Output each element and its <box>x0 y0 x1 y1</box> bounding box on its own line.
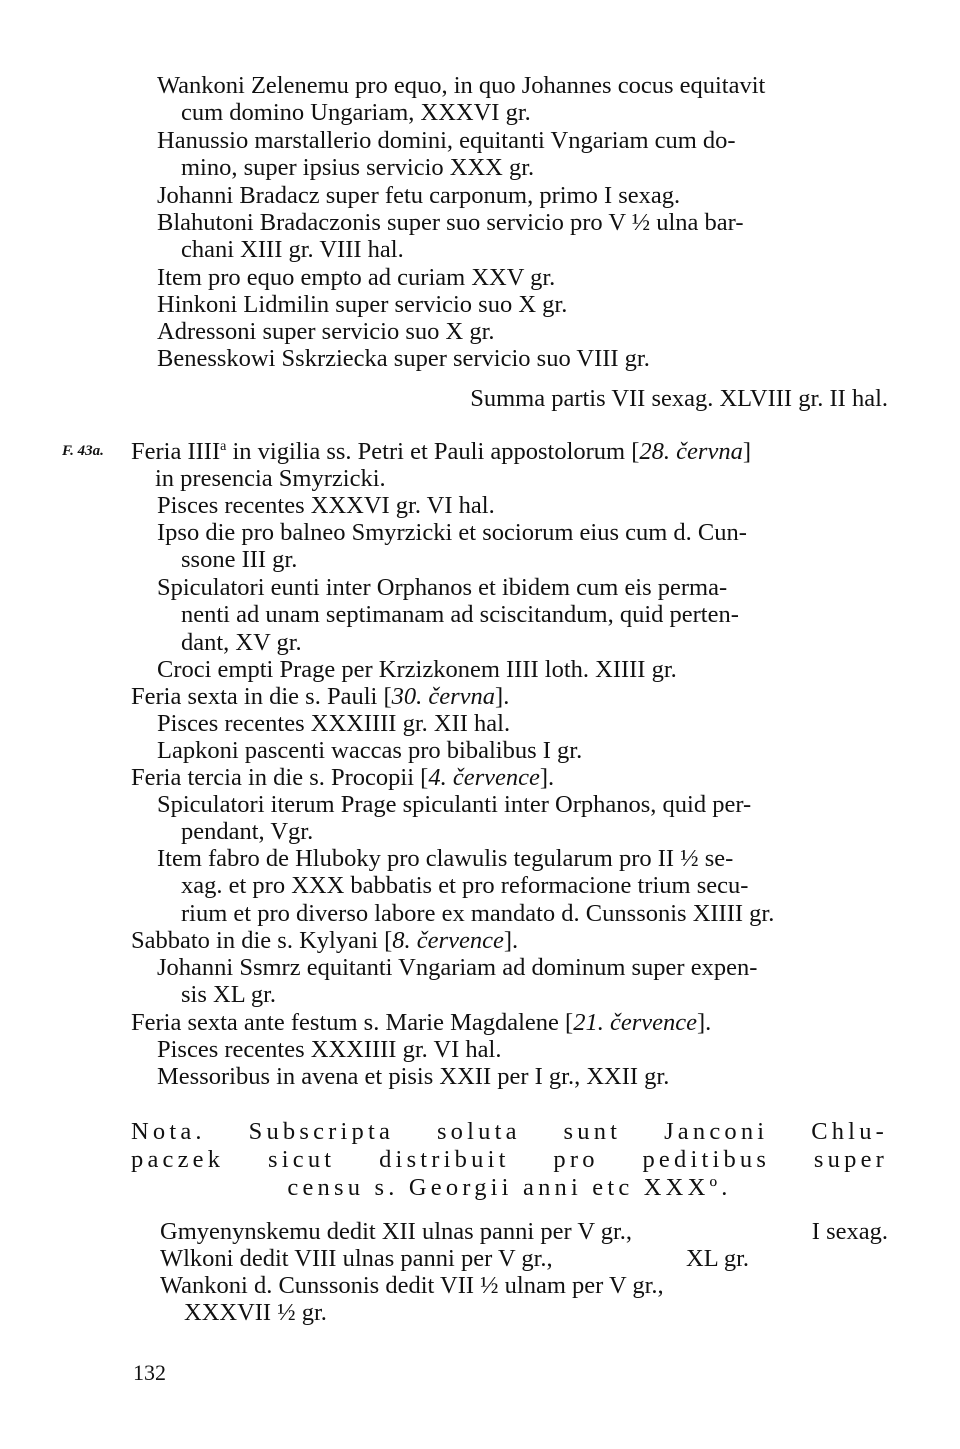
entry-item-equo <box>157 264 888 291</box>
entry-spiculatori-1: Spiculatori eunti inter Orphanos et ibidem cum eis perma- nenti ad unam septimanam ad sciscitandum, quid perten- dant, XV gr. <box>157 574 739 656</box>
page-number: 132 <box>133 1360 166 1385</box>
entry-line: cum domino Ungariam, XXXVI gr. <box>181 99 531 127</box>
entry-blahutoni <box>157 209 888 264</box>
entry-line: Adressoni super servicio suo X gr. <box>157 318 495 345</box>
entry-line: Benesskowi Sskrziecka super servicio suo VIII gr. <box>157 345 650 372</box>
day-line: in presencia Smyrzicki. <box>155 465 386 493</box>
entry-line: mino, super ipsius servicio XXX gr. <box>181 154 535 182</box>
folio-reference: F. 43a. <box>62 443 104 459</box>
day-line: Feria IIII$^a$ in vigilia ss. Petri et Pauli appostolorum [28. června] <box>131 438 751 465</box>
entry-line: Hanussio marstallerio domini, equitanti Vngariam cum do- <box>157 127 736 154</box>
entry-pisces-3: Pisces recentes XXXIIII gr. VI hal. <box>157 1036 502 1063</box>
entry-line: Wankoni Zelenemu pro equo, in quo Johannes cocus equitavit <box>157 72 766 99</box>
entry-pisces-1: Pisces recentes XXXVI gr. VI hal. <box>157 492 495 519</box>
entry-benesskowi <box>157 345 888 372</box>
entry-wankoni <box>157 72 888 127</box>
entry-amount: I sexag. <box>811 1218 888 1245</box>
entry-croci: Croci empti Prage per Krzizkonem IIII loth. XIIII gr. <box>157 656 677 683</box>
day-heading-1 <box>131 438 888 493</box>
entry-wankoni-cunssonis: Wankoni d. Cunssonis dedit VII ½ ulnam per V gr., XXXVII ½ gr. <box>160 1272 664 1327</box>
day-heading-2: Feria sexta in die s. Pauli [30. června]. <box>131 683 510 710</box>
entry-johanni-bradacz <box>157 182 888 209</box>
summa-partis: Summa partis VII sexag. XLVIII gr. II hal. <box>470 385 888 412</box>
entry-spiculatori-2: Spiculatori iterum Prage spiculanti inter Orphanos, quid per- pendant, Vgr. <box>157 791 752 846</box>
nota-line: paczek sicut distribuit pro peditibus super <box>131 1146 888 1173</box>
entry-gmyenynskemu: Gmyenynskemu dedit XII ulnas panni per V gr., I sexag. <box>160 1218 888 1245</box>
entry-line: chani XIII gr. VIII hal. <box>181 236 404 264</box>
nota-line: Nota. Subscripta soluta sunt Janconi Chlu- <box>131 1118 888 1145</box>
entry-adressoni <box>157 318 888 345</box>
entry-line: Hinkoni Lidmilin super servicio suo X gr. <box>157 291 568 318</box>
entry-line: Blahutoni Bradaczonis super suo servicio pro V ½ ulna bar- <box>157 209 744 236</box>
entry-pisces-2: Pisces recentes XXXIIII gr. XII hal. <box>157 710 511 737</box>
entry-line: Johanni Bradacz super fetu carponum, primo I sexag. <box>157 182 681 209</box>
entry-wlkoni: Wlkoni dedit VIII ulnas panni per V gr., XL gr. <box>160 1245 750 1272</box>
entry-amount: XL gr. <box>686 1245 750 1272</box>
entry-lapkoni: Lapkoni pascenti waccas pro bibalibus I gr. <box>157 737 583 764</box>
entry-hanussio <box>157 127 888 182</box>
entry-hinkoni <box>157 291 888 318</box>
day-heading-4: Sabbato in die s. Kylyani [8. července]. <box>131 927 519 954</box>
entry-johanni-ssmrz: Johanni Ssmrz equitanti Vngariam ad dominum super expen- sis XL gr. <box>157 954 758 1009</box>
entry-fabro: Item fabro de Hluboky pro clawulis tegularum pro II ½ se- xag. et pro XXX babbatis et pro reformacione trium secu- rium et pro diverso labore ex mandato d. Cunssonis XIIII gr. <box>157 845 775 927</box>
day-heading-5: Feria sexta ante festum s. Marie Magdalene [21. července]. <box>131 1009 712 1036</box>
nota-paragraph <box>131 1118 888 1202</box>
entry-messoribus: Messoribus in avena et pisis XXII per I gr., XXII gr. <box>157 1063 670 1090</box>
entry-balneo: Ipso die pro balneo Smyrzicki et sociorum eius cum d. Cun- ssone III gr. <box>157 519 747 574</box>
nota-line: censu s. Georgii anni etc XXXº. <box>287 1174 732 1201</box>
day-heading-3: Feria tercia in die s. Procopii [4. července]. <box>131 764 555 791</box>
entry-line: Item pro equo empto ad curiam XXV gr. <box>157 264 556 291</box>
